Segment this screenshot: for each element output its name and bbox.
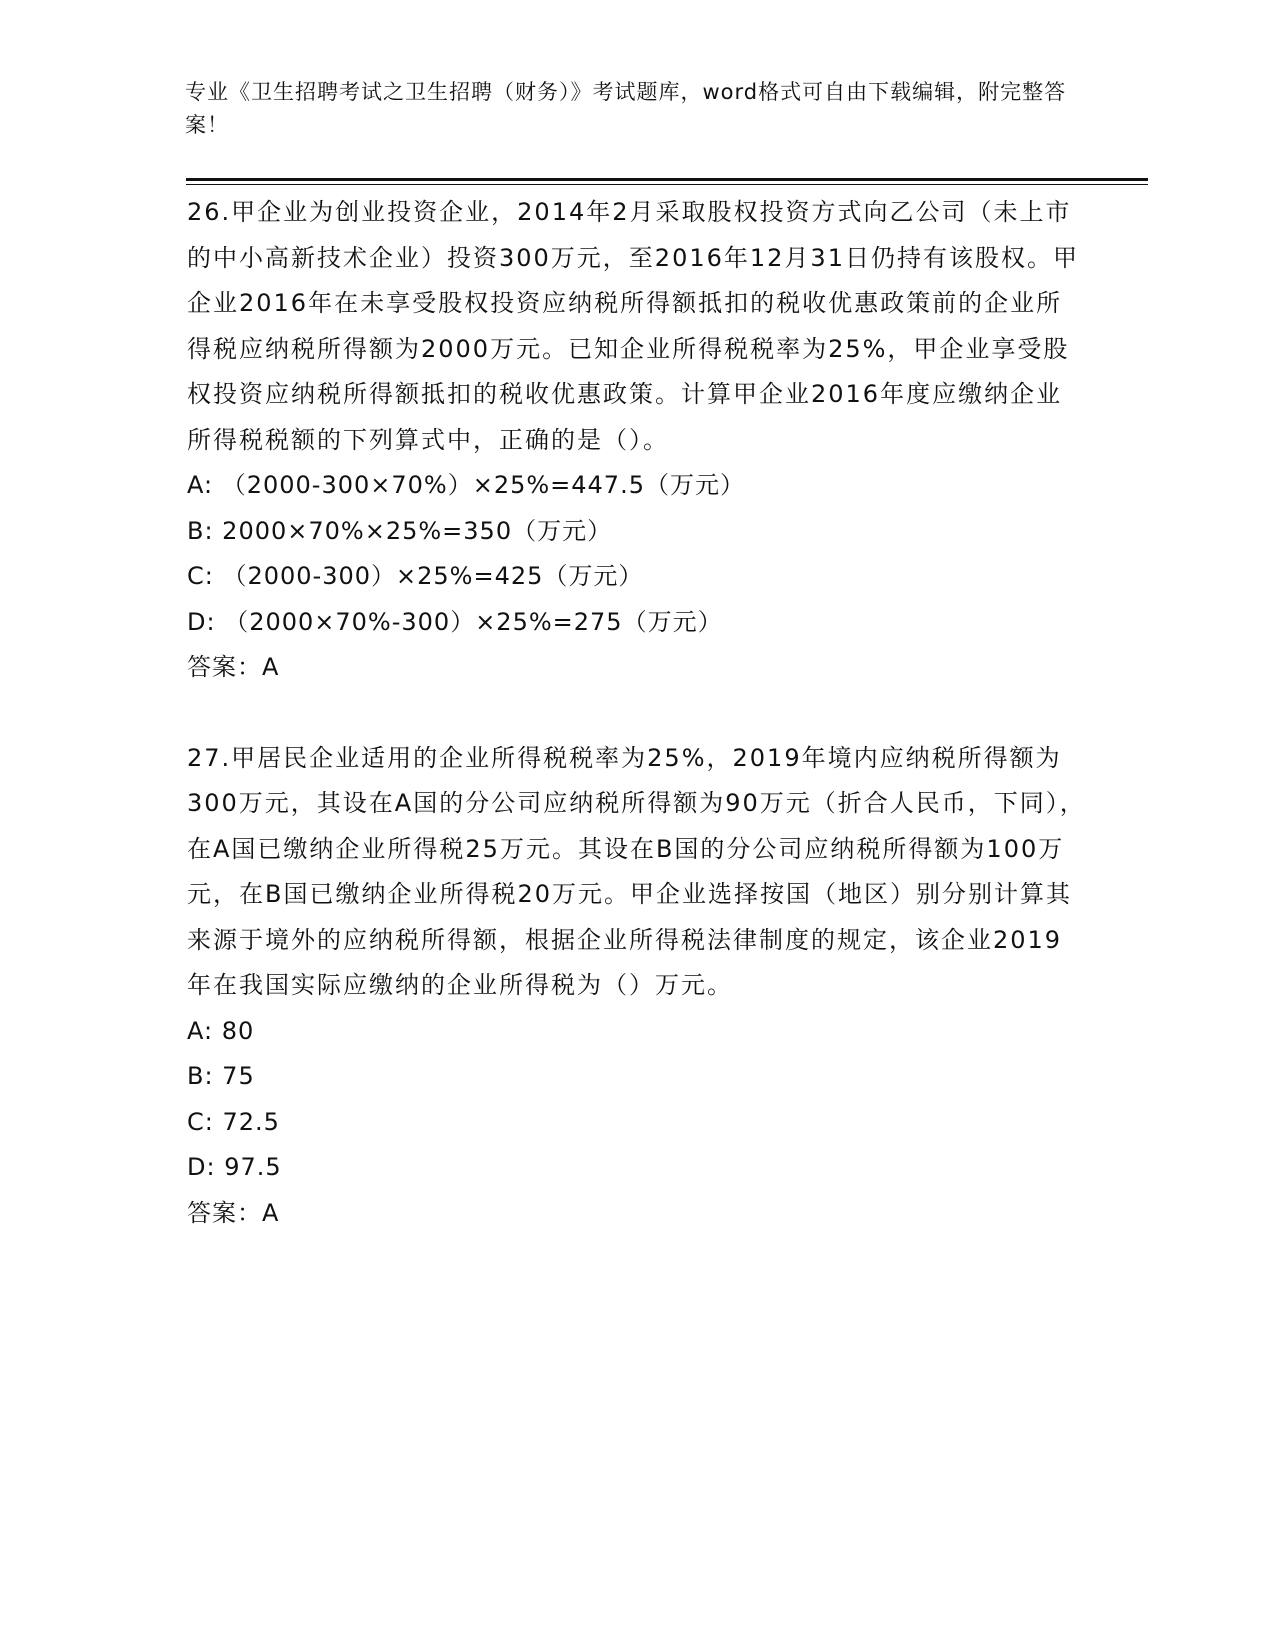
option-a: A: 80 [187, 1016, 255, 1045]
option-b: B: 2000×70%×25%=350（万元） [187, 516, 613, 545]
document-header: 专业《卫生招聘考试之卫生招聘（财务）》考试题库，word格式可自由下载编辑，附完整答案！ [185, 80, 1067, 137]
answer-value: A [262, 1198, 280, 1227]
option-a: A: （2000-300×70%）×25%=447.5（万元） [187, 471, 745, 499]
answer-line [187, 645, 1087, 691]
question-list [187, 190, 1087, 1236]
header-rule-thick [186, 178, 1148, 181]
answer-value: A [262, 653, 280, 681]
answer-line [187, 1191, 1087, 1237]
answer-label: 答案： [187, 1198, 262, 1227]
question-stem: 27.甲居民企业适用的企业所得税税率为25%，2019年境内应纳税所得额为300万元，其设在A国的分公司应纳税所得额为90万元（折合人民币，下同），在A国已缴纳企业所得税25万元。其设在B国的分公司应纳税所得额为100万元，在B国已缴纳企业所得税20万元。甲企业选择按国（地区）别分别计算其来源于境外的应纳税所得额，根据企业所得税法律制度的规定，该企业2019年在我国实际应缴纳的企业所得税为（）万元。 [187, 743, 1086, 999]
question-26 [187, 190, 1087, 691]
option-d: D: 97.5 [187, 1153, 282, 1181]
option-c: C: 72.5 [187, 1107, 280, 1136]
question-gap [187, 691, 1087, 736]
option-d: D: （2000×70%-300）×25%=275（万元） [187, 607, 723, 636]
header-rule-thin [186, 184, 1148, 185]
question-27 [187, 736, 1087, 1237]
option-b: B: 75 [187, 1062, 255, 1090]
option-c: C: （2000-300）×25%=425（万元） [187, 562, 644, 590]
answer-label: 答案： [187, 653, 262, 681]
question-stem: 26.甲企业为创业投资企业，2014年2月采取股权投资方式向乙公司（未上市的中小高新技术企业）投资300万元，至2016年12月31日仍持有该股权。甲企业2016年在未享受股权投资应纳税所得额抵扣的税收优惠政策前的企业所得税应纳税所得额为2000万元。已知企业所得税税率为25%，甲企业享受股权投资应纳税所得额抵扣的税收优惠政策。计算甲企业2016年度应缴纳企业所得税税额的下列算式中，正确的是（）。 [187, 198, 1079, 454]
